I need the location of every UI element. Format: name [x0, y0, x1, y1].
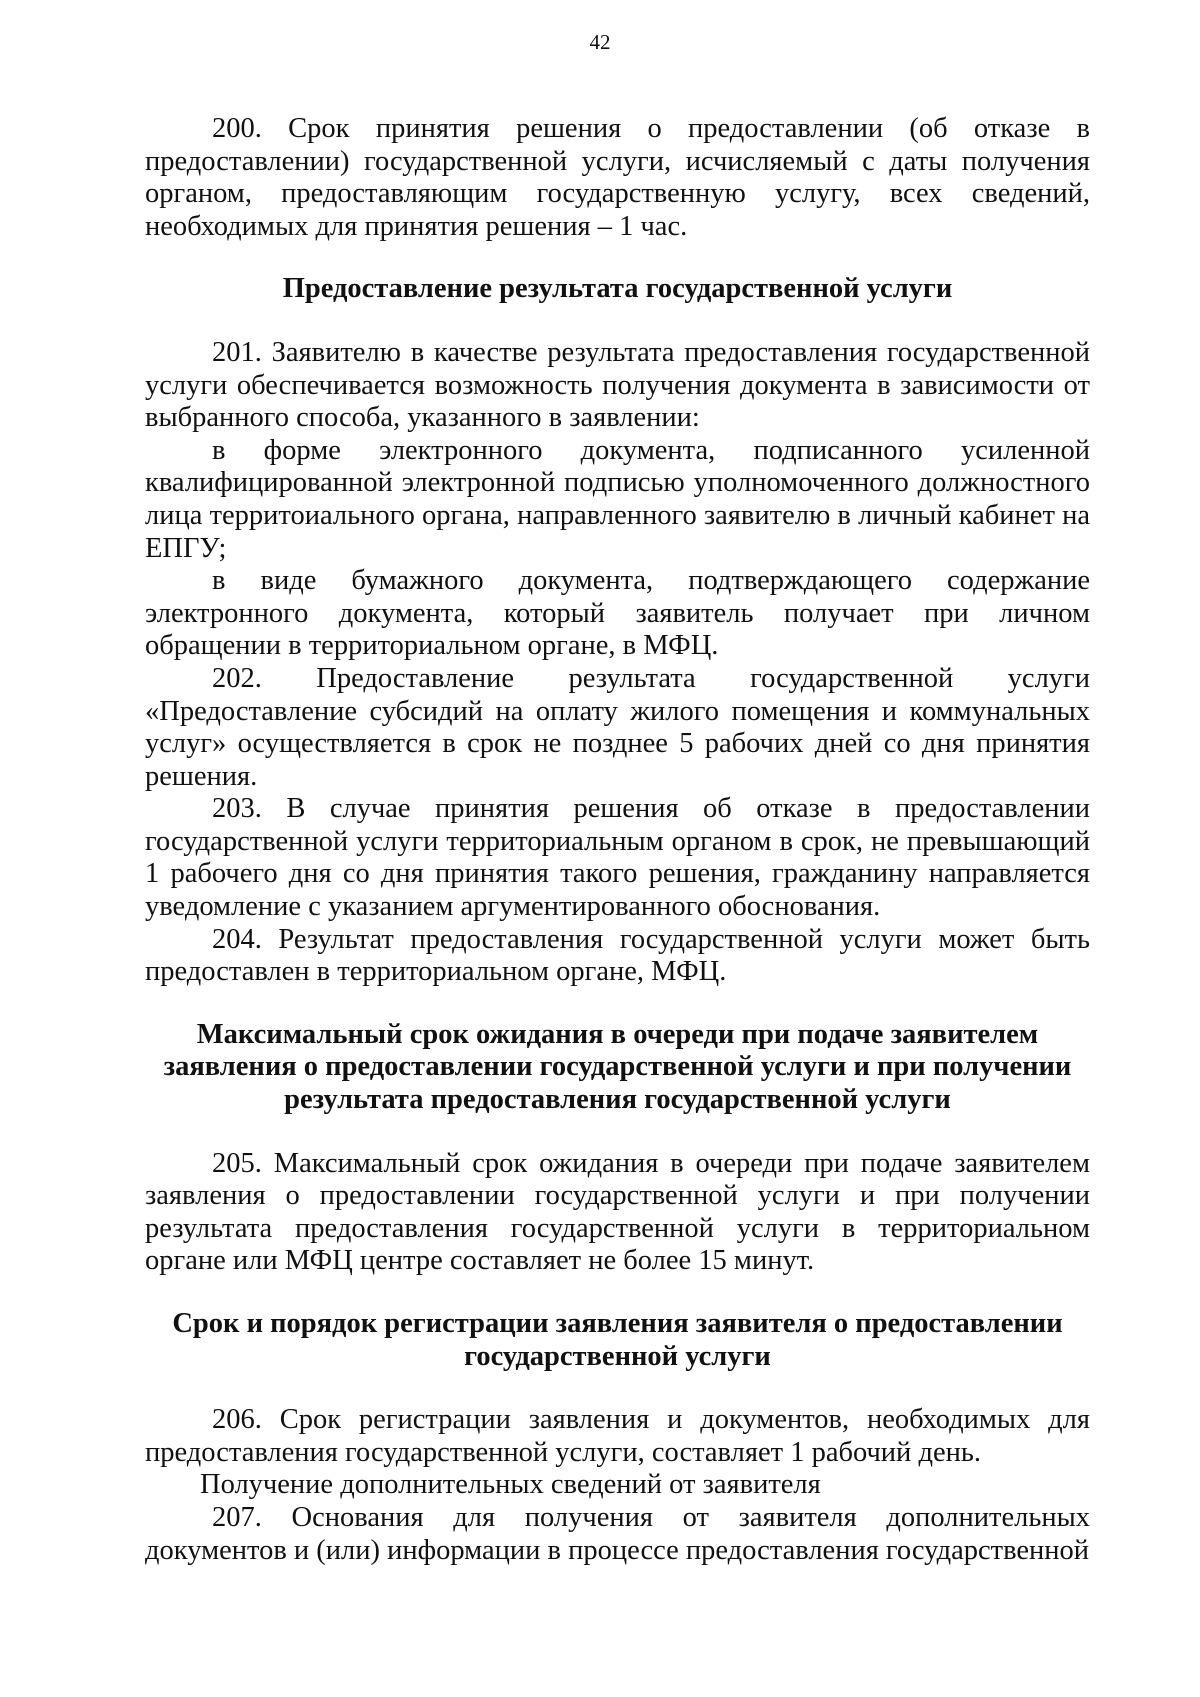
section-heading-result: Предоставление результата государственной услуги: [282, 273, 953, 305]
paragraph-206: 206. Срок регистрации заявления и документов, необходимых для предоставления государственной услуги, составляет 1 рабочий день.: [145, 1404, 1090, 1468]
paragraph-201-paper: в виде бумажного документа, подтверждающего содержание электронного документа, который заявитель получает при личном обращении в территориальном органе, в МФЦ.: [145, 565, 1090, 662]
paragraph-204: 204. Результат предоставления государственной услуги может быть предоставлен в территориальном органе, МФЦ.: [145, 923, 1090, 988]
section-heading-registration: [145, 1308, 1090, 1373]
heading-line: государственной услуги: [464, 1340, 771, 1372]
document-body: [145, 113, 1090, 1567]
section-heading-queue: [145, 1019, 1090, 1117]
heading-line: заявления о предоставлении государственной услуги и при получении: [163, 1051, 1072, 1083]
subheading-additional-info: Получение дополнительных сведений от заявителя: [200, 1469, 821, 1501]
paragraph-200: 200. Срок принятия решения о предоставлении (об отказе в предоставлении) государственной услуги, исчисляемый с даты получения органом, предоставляющим государственную услугу, всех сведений, необходимых для принятия решения – 1 час.: [145, 113, 1090, 242]
heading-line: Срок и порядок регистрации заявления заявителя о предоставлении: [172, 1308, 1063, 1339]
heading-line: Максимальный срок ожидания в очереди при подаче заявителем: [196, 1018, 1039, 1050]
paragraph-201: 201. Заявителю в качестве результата предоставления государственной услуги обеспечивается возможность получения документа в зависимости от выбранного способа, указанного в заявлении:: [145, 336, 1090, 434]
paragraph-203: 203. В случае принятия решения об отказе в предоставлении государственной услуги территориальным органом в срок, не превышающий 1 рабочего дня со дня принятия такого решения, гражданину направляется уведомление с указанием аргументированного обоснования.: [145, 793, 1090, 923]
heading-line: результата предоставления государственной услуги: [284, 1084, 951, 1116]
paragraph-207: 207. Основания для получения от заявителя дополнительных документов и (или) информации в процессе предоставления государственной: [145, 1501, 1090, 1566]
paragraph-201-electronic: в форме электронного документа, подписанного усиленной квалифицированной электронной подписью уполномоченного должностного лица территоиального органа, направленного заявителю в личный кабинет на ЕПГУ;: [145, 434, 1090, 564]
paragraph-202: 202. Предоставление результата государственной услуги «Предоставление субсидий на оплату жилого помещения и коммунальных услуг» осуществляется в срок не позднее 5 рабочих дней со дня принятия решения.: [145, 662, 1090, 792]
page-number: 42: [589, 30, 611, 54]
paragraph-205: 205. Максимальный срок ожидания в очереди при подаче заявителем заявления о предоставлении государственной услуги и при получении результата предоставления государственной услуги в территориальном органе или МФЦ центре составляет не более 15 минут.: [145, 1147, 1090, 1277]
